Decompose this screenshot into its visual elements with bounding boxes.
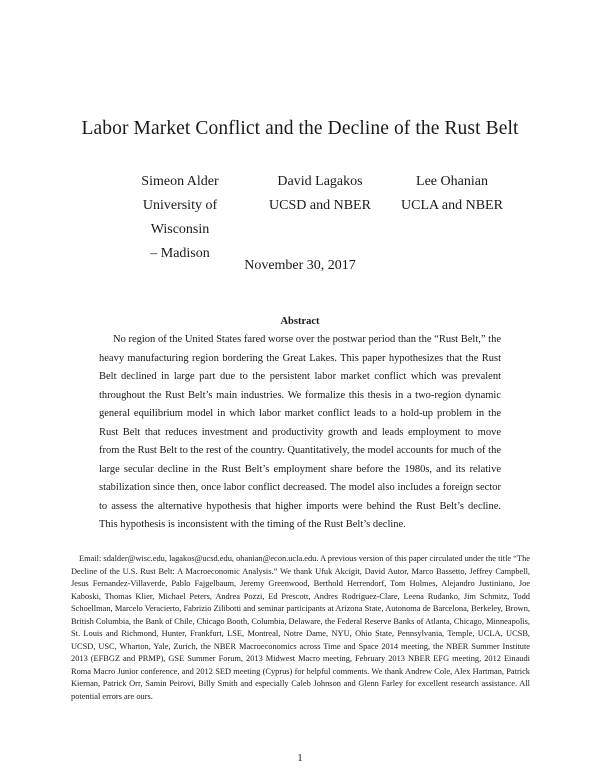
- author-block-ohanian: [390, 170, 514, 218]
- author-name: Simeon Alder: [141, 174, 219, 189]
- author-name: Lee Ohanian: [416, 174, 488, 189]
- abstract-text: No region of the United States fared worse over the postwar period than the “Rust Belt,” the heavy manufacturing region bordering the Great Lakes. This paper hypothesizes that the Rust Belt declined in large part due to the persistent labor market conflict which was prevalent throughout the Rust Belt’s main industries. We formalize this thesis in a two-region dynamic general equilibrium model in which labor market conflict leads to a hold-up problem in the Rust Belt that reduces investment and productivity growth and leads employment to move from the Rust Belt to the rest of the country. Quantitatively, the model accounts for much of the large secular decline in the Rust Belt’s employment share before the 1980s, and its relative stabilization since then, once labor conflict decreased. The model also includes a foreign sector to assess the alternative hypothesis that higher imports were behind the Rust Belt’s decline. This hypothesis is inconsistent with the timing of the Rust Belt’s decline.: [99, 334, 501, 530]
- author-affiliation: University of Wisconsin: [142, 198, 218, 237]
- author-affiliation-cont: – Madison: [150, 246, 210, 261]
- footnote: Email: sdalder@wisc.edu, lagakos@ucsd.edu, ohanian@econ.ucla.edu. A previous version of this paper circulated under the title “The Decline of the U.S. Rust Belt: A Macroeconomic Analysis.” We thank Ufuk Akcigit, David Autor, Marco Bassetto, Jeffrey Campbell, Jesus Fernandez-Villaverde, Pablo Fajgelbaum, Jeremy Greenwood, Berthold Herrendorf, Tom Holmes, Alejandro Justiniano, Joe Kaboski, Thomas Klier, Michael Peters, Andrea Pozzi, Ed Prescott, Andres Rodriguez-Clare, Leena Rudanko, Jim Schmitz, Todd Schoellman, Marcelo Veracierto, Fabrizio Zilibotti and seminar participants at Arizona State, Autonoma de Barcelona, Berkeley, Brown, British Columbia, the Bank of Chile, Chicago Booth, Columbia, Delaware, the Federal Reserve Banks of Atlanta, Chicago, Minneapolis, St. Louis and Richmond, Hunter, Frankfurt, LSE, Montreal, Notre Dame, NYU, Ohio State, Pennsylvania, Temple, UCLA, UCSB, UCSD, USC, Wharton, Yale, Zurich, the NBER Macroeconomics across Time and Space 2014 meeting, the NBER Summer Institute 2013 (EFBGZ and PRMP), GSE Summer Forum, 2013 Midwest Macro meeting, February 2013 NBER EFG meeting, 2012 Einaudi Roma Macro Junior conference, and 2012 SED meeting (Cyprus) for helpful comments. We thank Andrew Cole, Alex Hartman, Patrick Kiernan, Patrick Orr, Samin Peirovi, Billy Smith and especially Caleb Johnson and Glenn Farley for excellent research assistance. All potential errors are ours.: [71, 554, 530, 702]
- abstract-heading: Abstract: [280, 316, 320, 327]
- paper-date: November 30, 2017: [244, 258, 356, 273]
- author-block-lagakos: [259, 170, 381, 218]
- author-block-alder: [115, 170, 245, 266]
- author-affiliation: UCSD and NBER: [269, 198, 371, 213]
- author-name: David Lagakos: [277, 174, 363, 189]
- author-affiliation: UCLA and NBER: [401, 198, 503, 213]
- paper-title: Labor Market Conflict and the Decline of the Rust Belt: [81, 118, 519, 139]
- page-number: 1: [297, 752, 303, 764]
